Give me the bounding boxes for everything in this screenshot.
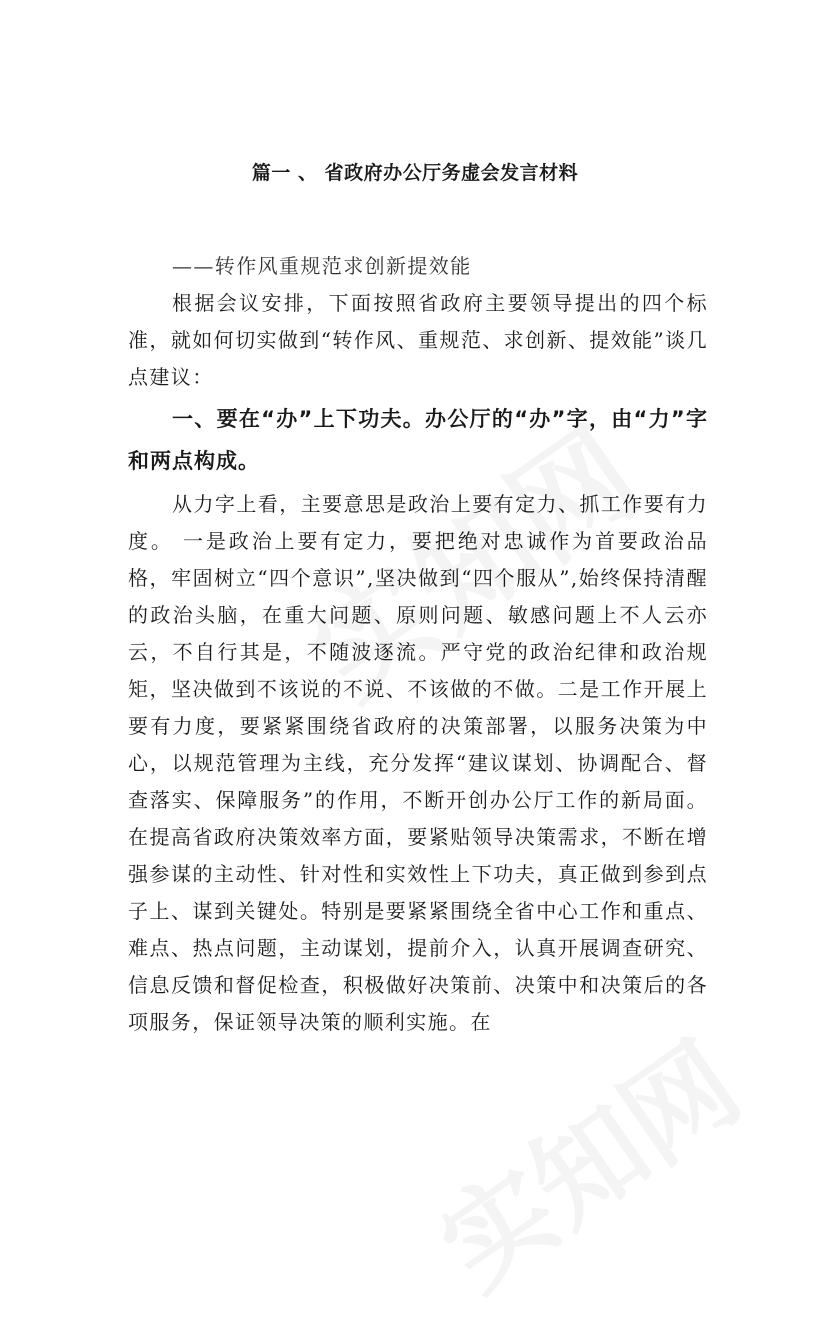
section-1-body: 从力字上看，主要意思是政治上要有定力、抓工作要有力度。 一是政治上要有定力，要把绝对忠诚作为首要政治品格，牢固树立“四个意识”,坚决做到“四个服从”,始终保持清醒的政治头脑，在重大问题、原则问题、敏感问题上不人云亦云，不自行其是，不随波逐流。严守党的政治纪律和政治规矩，坚决做到不该说的不说、不该做的不做。二是工作开展上要有力度，要紧紧围绕省政府的决策部署，以服务决策为中心，以规范管理为主线，充分发挥“建议谋划、协调配合、督查落实、保障服务”的作用，不断开创办公厅工作的新局面。在提高省政府决策效率方面，要紧贴领导决策需求，不断在增强参谋的主动性、针对性和实效性上下功夫，真正做到参到点子上、谋到关键处。特别是要紧紧围绕全省中心工作和重点、难点、热点问题，主动谋划，提前介入，认真开展调查研究、信息反馈和督促检查，积极做好决策前、决策中和决策后的各项服务，保证领导决策的顺利实施。在	[128, 492, 708, 1034]
document-title: 篇一 、 省政府办公厅务虚会发言材料	[251, 162, 579, 184]
section-1-heading: 一、要在“办”上下功夫。办公厅的“办”字，由“力”字和两点构成。	[128, 407, 708, 473]
intro-paragraph: 根据会议安排，下面按照省政府主要领导提出的四个标准，就如何切实做到“转作风、重规范、求创新、提效能”谈几点建议：	[128, 291, 708, 389]
document-body	[128, 248, 708, 1041]
watermark-secondary	[405, 1000, 766, 1318]
document-subtitle: ——转作风重规范求创新提效能	[172, 254, 472, 278]
